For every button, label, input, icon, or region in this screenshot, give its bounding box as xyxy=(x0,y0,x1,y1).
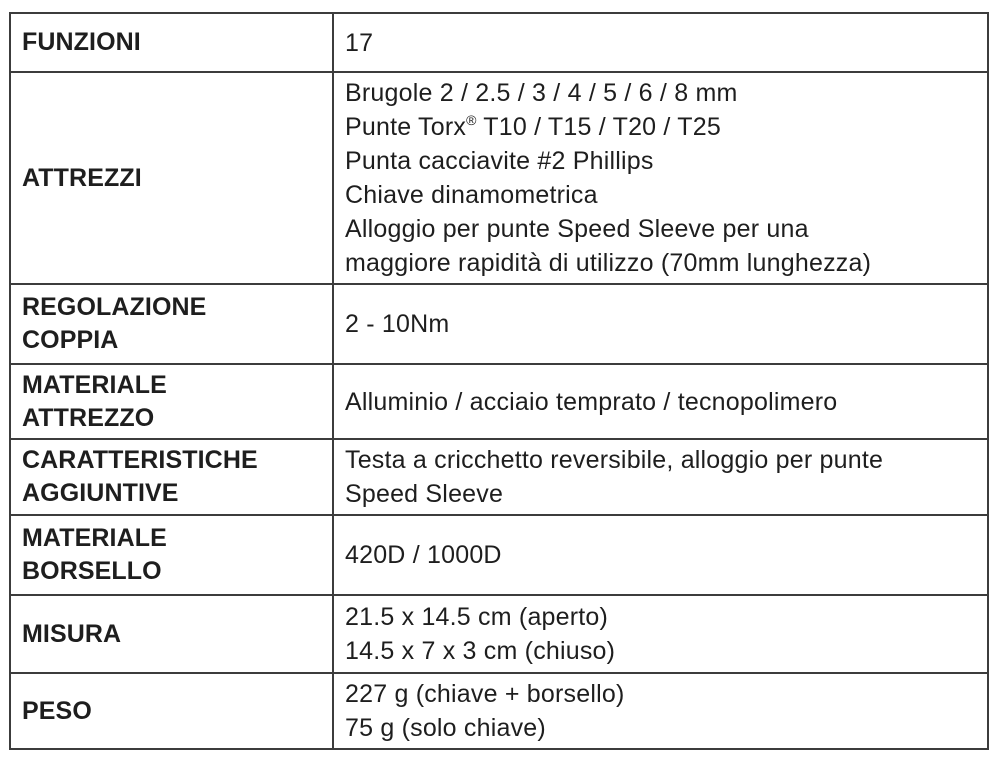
row-label xyxy=(10,439,333,515)
row-value xyxy=(333,439,988,515)
table-row xyxy=(10,515,988,595)
row-value xyxy=(333,284,988,364)
label-line: MATERIALE xyxy=(22,370,167,399)
value-line: 2 - 10Nm xyxy=(345,310,450,338)
label-line: MATERIALE xyxy=(22,524,167,552)
row-value xyxy=(333,673,988,749)
torx-sizes: T10 / T15 / T20 / T25 xyxy=(476,113,721,141)
row-value xyxy=(333,595,988,673)
table-row xyxy=(10,13,988,72)
value-line: 420D / 1000D xyxy=(345,541,502,569)
row-value xyxy=(333,72,988,284)
value-line: Testa a cricchetto reversibile, alloggio per punte xyxy=(345,446,884,474)
row-label xyxy=(10,515,333,595)
registered-mark: ® xyxy=(466,112,477,128)
value-line: 75 g (solo chiave) xyxy=(345,714,546,742)
table-row xyxy=(10,72,988,284)
value-line: Speed Sleeve xyxy=(345,480,504,508)
value-line: Brugole 2 / 2.5 / 3 / 4 / 5 / 6 / 8 mm xyxy=(345,79,738,107)
row-label xyxy=(10,364,333,439)
label-line: ATTREZZI xyxy=(22,163,142,192)
label-line: AGGIUNTIVE xyxy=(22,479,179,507)
table-row xyxy=(10,364,988,439)
row-label xyxy=(10,284,333,364)
row-label xyxy=(10,595,333,673)
label-line: CARATTERISTICHE xyxy=(22,446,258,474)
table-row xyxy=(10,439,988,515)
value-line: Alluminio / acciaio temprato / tecnopolimero xyxy=(345,387,838,416)
row-label xyxy=(10,72,333,284)
row-value xyxy=(333,13,988,72)
label-line: ATTREZZO xyxy=(22,403,155,432)
value-line: maggiore rapidità di utilizzo (70mm lunghezza) xyxy=(345,249,872,277)
row-value xyxy=(333,515,988,595)
value-line: Punta cacciavite #2 Phillips xyxy=(345,147,654,175)
row-label xyxy=(10,13,333,72)
row-value xyxy=(333,364,988,439)
value-line: 14.5 x 7 x 3 cm (chiuso) xyxy=(345,637,616,665)
row-label xyxy=(10,673,333,749)
label-line: PESO xyxy=(22,696,92,725)
table-row xyxy=(10,673,988,749)
spec-table xyxy=(9,12,989,750)
label-line: REGOLAZIONE xyxy=(22,293,207,321)
value-line: Alloggio per punte Speed Sleeve per una xyxy=(345,215,809,243)
table-row xyxy=(10,284,988,364)
value-line: Chiave dinamometrica xyxy=(345,181,598,209)
label-line: MISURA xyxy=(22,619,122,648)
label-line: FUNZIONI xyxy=(22,28,141,56)
table-row xyxy=(10,595,988,673)
value-line: 17 xyxy=(345,28,374,57)
label-line: BORSELLO xyxy=(22,557,162,585)
value-line-torx xyxy=(345,110,987,144)
value-line: 21.5 x 14.5 cm (aperto) xyxy=(345,603,609,631)
value-line: 227 g (chiave + borsello) xyxy=(345,680,625,708)
torx-text: Punte Torx xyxy=(345,113,467,141)
label-line: COPPIA xyxy=(22,326,119,354)
